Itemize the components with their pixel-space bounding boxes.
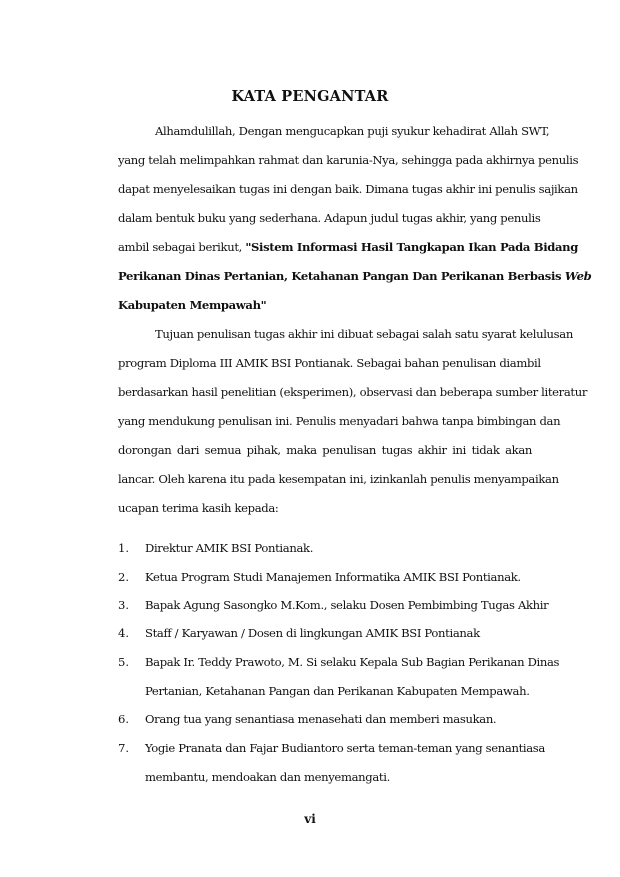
- para2-line: dorongan dari semua pihak, maka penulisan tugas akhir ini tidak akan: [118, 443, 532, 457]
- list-item: Staff / Karyawan / Dosen di lingkungan AMIK BSI Pontianak: [145, 626, 480, 640]
- list-item: Bapak Ir. Teddy Prawoto, M. Si selaku Kepala Sub Bagian Perikanan Dinas: [145, 655, 560, 669]
- para2-line: ucapan terima kasih kepada:: [118, 501, 279, 515]
- para1-line: [118, 269, 592, 283]
- thesis-title-part: "Sistem Informasi Hasil Tangkapan Ikan Pada Bidang: [245, 240, 579, 254]
- list-number: 7.: [118, 741, 130, 755]
- para1-text: ambil sebagai berikut,: [118, 240, 246, 254]
- thesis-title-part: Kabupaten Mempawah": [118, 298, 267, 312]
- thesis-title-part: Perikanan Dinas Pertanian, Ketahanan Pangan Dan Perikanan Berbasis: [118, 269, 565, 283]
- list-number: 6.: [118, 712, 130, 726]
- page-title: KATA PENGANTAR: [231, 88, 389, 105]
- list-number: 2.: [118, 570, 130, 584]
- list-item: Bapak Agung Sasongko M.Kom., selaku Dosen Pembimbing Tugas Akhir: [145, 598, 549, 612]
- list-item: Ketua Program Studi Manajemen Informatika AMIK BSI Pontianak.: [145, 570, 521, 584]
- para1-line: yang telah melimpahkan rahmat dan karunia-Nya, sehingga pada akhirnya penulis: [118, 153, 579, 167]
- list-item: Yogie Pranata dan Fajar Budiantoro serta teman-teman yang senantiasa: [145, 741, 545, 755]
- list-number: 5.: [118, 655, 130, 669]
- para2-line: lancar. Oleh karena itu pada kesempatan ini, izinkanlah penulis menyampaikan: [118, 472, 559, 486]
- para2-line: Tujuan penulisan tugas akhir ini dibuat sebagai salah satu syarat kelulusan: [155, 327, 573, 341]
- para1-line: dalam bentuk buku yang sederhana. Adapun judul tugas akhir, yang penulis: [118, 211, 541, 225]
- list-item-continuation: Pertanian, Ketahanan Pangan dan Perikanan Kabupaten Mempawah.: [145, 684, 530, 698]
- para1-line: [118, 240, 579, 254]
- para1-line: dapat menyelesaikan tugas ini dengan baik. Dimana tugas akhir ini penulis sajikan: [118, 182, 578, 196]
- list-item-continuation: membantu, mendoakan dan menyemangati.: [145, 770, 390, 784]
- thesis-title-italic: Web: [564, 269, 592, 283]
- para2-line: yang mendukung penulisan ini. Penulis menyadari bahwa tanpa bimbingan dan: [118, 414, 561, 428]
- list-item: Direktur AMIK BSI Pontianak.: [145, 541, 314, 555]
- page-number: vi: [304, 812, 316, 826]
- list-item: Orang tua yang senantiasa menasehati dan memberi masukan.: [145, 712, 497, 726]
- list-number: 1.: [118, 541, 130, 555]
- para2-line: program Diploma III AMIK BSI Pontianak. Sebagai bahan penulisan diambil: [118, 356, 541, 370]
- list-number: 3.: [118, 598, 130, 612]
- para2-line: berdasarkan hasil penelitian (eksperimen), observasi dan beberapa sumber literatur: [118, 385, 588, 399]
- para1-line: Alhamdulillah, Dengan mengucapkan puji syukur kehadirat Allah SWT,: [155, 124, 550, 138]
- list-number: 4.: [118, 626, 130, 640]
